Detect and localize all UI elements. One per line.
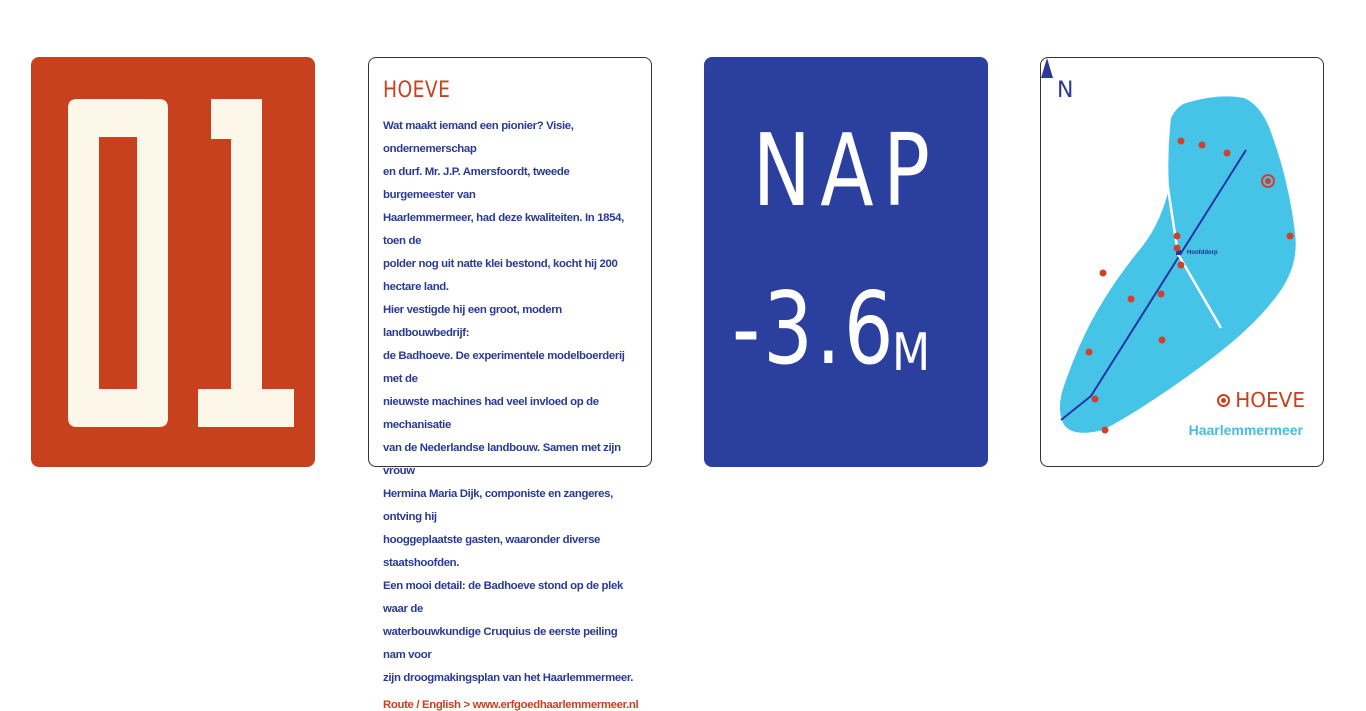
marker (1159, 337, 1166, 344)
digit-zero (68, 99, 168, 427)
town-label: Hoofddorp (1187, 250, 1218, 256)
digit-one (198, 99, 294, 427)
marker (1178, 138, 1185, 145)
marker (1178, 262, 1185, 269)
marker (1199, 142, 1206, 149)
marker (1086, 349, 1093, 356)
legend-hoeve (1217, 388, 1305, 412)
info-title: HOEVE (383, 78, 451, 103)
marker (1100, 270, 1107, 277)
marker (1174, 233, 1181, 240)
number-digits (31, 57, 315, 467)
marker (1287, 233, 1294, 240)
marker (1158, 291, 1165, 298)
legend-hoeve-label: HOEVE (1235, 388, 1305, 412)
marker (1224, 150, 1231, 157)
north-label: N (1057, 78, 1074, 103)
marker (1128, 296, 1135, 303)
marker (1102, 427, 1109, 434)
nap-value: -3.6 (732, 270, 897, 387)
map-panel (1040, 57, 1324, 467)
nap-label: NAP (752, 112, 940, 229)
number-panel (31, 57, 315, 467)
number-text: 01 (31, 57, 33, 58)
marker (1174, 245, 1181, 252)
hoeve-dot-icon (1217, 394, 1230, 407)
nap-unit: M (892, 323, 931, 383)
info-body: Wat maakt iemand een pionier? Visie, ondernemerschap en durf. Mr. J.P. Amersfoordt, tweede burgemeester van Haarlemmermeer, had deze kwaliteiten. In 1854, toen de polder nog uit natte klei bestond, kocht hij 200 hectare land. Hier vestigde hij een groot, modern landbouwbedrijf: de Badhoeve. De experimentele modelboerderij met de nieuwste machines had veel invloed op de mechanisatie van de Nederlandse landbouw. Samen met zijn vrouw Hermina Maria Dijk, componiste en zangeres, ontving hij hooggeplaatste gasten, waaronder diverse staatshoofden. Een mooi detail: de Badhoeve stond op de plek waar de waterbouwkundige Cruquius de eerste peiling nam voor zijn droogmakingsplan van het Haarlemmermeer. (383, 120, 634, 684)
selected-hoeve-dot (1265, 178, 1271, 184)
nap-panel (704, 57, 988, 467)
marker (1092, 396, 1099, 403)
info-panel (368, 57, 652, 711)
route-link[interactable]: Route / English > www.erfgoedhaarlemmermeer.nl (383, 699, 639, 711)
legend-region: Haarlemmermeer (1188, 422, 1303, 438)
